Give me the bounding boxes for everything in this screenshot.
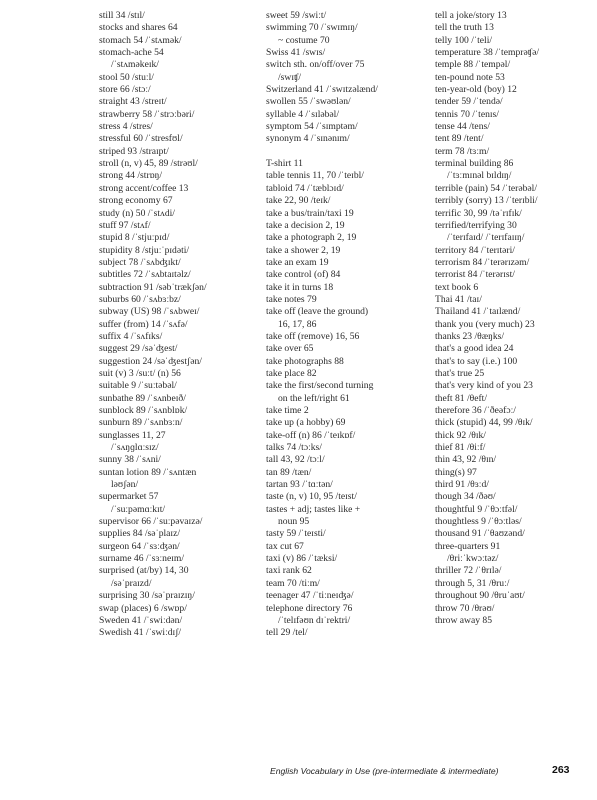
index-entry: ten-pound note 53 <box>435 71 505 83</box>
index-entry: term 78 /tɜːm/ <box>435 145 490 157</box>
index-entry: take off (remove) 16, 56 <box>266 330 360 342</box>
index-entry: synonym 4 /ˈsɪnənɪm/ <box>266 133 350 145</box>
index-entry: thousand 91 /ˈθaʊzənd/ <box>435 528 525 540</box>
index-entry: supervisor 66 /ˈsuːpəvaɪzə/ <box>99 516 203 528</box>
index-entry: three-quarters 91 <box>435 540 501 552</box>
index-entry: 16, 17, 86 <box>278 318 317 330</box>
index-entry: swap (places) 6 /swɒp/ <box>99 602 187 614</box>
index-entry: stupid 8 /ˈstjuːpɪd/ <box>99 232 170 244</box>
index-entry: subtitles 72 /ˈsʌbtaɪtəlz/ <box>99 269 191 281</box>
index-entry: /ˈstʌməkeɪk/ <box>111 59 159 71</box>
index-entry: temple 88 /ˈtempəl/ <box>435 59 511 71</box>
index-entry: suffix 4 /ˈsʌfɪks/ <box>99 330 163 342</box>
index-entry: sunglasses 11, 27 <box>99 429 166 441</box>
index-entry: tent 89 /tent/ <box>435 133 484 145</box>
index-entry: sweet 59 /swiːt/ <box>266 10 327 21</box>
index-entry: team 70 /tiːm/ <box>266 577 320 589</box>
index-entry: strong economy 67 <box>99 195 173 207</box>
page-number: 263 <box>552 764 570 776</box>
index-entry: tastes + adj; tastes like + <box>266 503 361 515</box>
index-entry: /ˈsuːpəmɑːkɪt/ <box>111 503 166 515</box>
index-entry: telephone directory 76 <box>266 602 353 614</box>
index-entry: though 34 /ðəʊ/ <box>435 491 496 503</box>
index-entry: sunbathe 89 /ˈsʌnbeɪð/ <box>99 392 186 404</box>
index-entry: terminal building 86 <box>435 158 514 170</box>
index-entry: take time 2 <box>266 405 309 416</box>
index-entry: third 91 /θɜːd/ <box>435 479 489 491</box>
index-entry: Switzerland 41 /ˈswɪtzəlænd/ <box>266 84 378 96</box>
index-entry: ten-year-old (boy) 12 <box>435 84 517 96</box>
index-entry: take-off (n) 86 /ˈteɪkɒf/ <box>266 429 356 441</box>
index-entry: take off (leave the ground) <box>266 306 369 318</box>
index-entry: sunburn 89 /ˈsʌnbɜːn/ <box>99 417 183 429</box>
index-entry: taste (n, v) 10, 95 /teɪst/ <box>266 491 357 503</box>
index-entry: thief 81 /θiːf/ <box>435 442 486 454</box>
index-entry: taxi rank 62 <box>266 565 312 577</box>
index-entry: tan 89 /tæn/ <box>266 466 312 478</box>
index-entry: thoughtful 9 /ˈθɔːtfəl/ <box>435 503 518 515</box>
index-entry: Sweden 41 /ˈswiːdən/ <box>99 614 183 626</box>
index-entry: thanks 23 /θæŋks/ <box>435 330 505 342</box>
index-entry: strawberry 58 /ˈstrɔːbəri/ <box>99 108 195 120</box>
index-entry: T-shirt 11 <box>266 158 303 170</box>
index-entry: subway (US) 98 /ˈsʌbweɪ/ <box>99 306 200 318</box>
index-entry: tender 59 /ˈtendə/ <box>435 96 503 108</box>
index-entry: take up (a hobby) 69 <box>266 417 346 429</box>
index-entry: take 22, 90 /teɪk/ <box>266 195 331 207</box>
index-entry: take a bus/train/taxi 19 <box>266 207 354 219</box>
book-title-footer: English Vocabulary in Use (pre-intermediate & intermediate) <box>270 766 499 776</box>
index-entry: suburbs 60 /ˈsʌbɜːbz/ <box>99 293 181 305</box>
index-entry: syllable 4 /ˈsɪləbəl/ <box>266 108 340 120</box>
index-entry: thin 43, 92 /θɪn/ <box>435 454 497 466</box>
index-entry: text book 6 <box>435 281 479 293</box>
index-entry: /swɪʧ/ <box>278 71 302 83</box>
index-entry: /ˈtɜːmɪnəl bɪldɪŋ/ <box>447 170 512 182</box>
index-entry: through 5, 31 /θruː/ <box>435 577 510 589</box>
index-entry: stroll (n, v) 45, 89 /strəʊl/ <box>99 158 198 170</box>
index-entry: ~ costume 70 <box>278 34 330 46</box>
index-entry: suffer (from) 14 /ˈsʌfə/ <box>99 318 188 330</box>
index-entry: strong accent/coffee 13 <box>99 182 189 194</box>
index-entry: Thailand 41 /ˈtaɪlænd/ <box>435 306 521 318</box>
index-entry: stocks and shares 64 <box>99 22 178 34</box>
index-entry: swimming 70 /ˈswɪmɪŋ/ <box>266 22 358 34</box>
index-entry: study (n) 50 /ˈstʌdi/ <box>99 207 175 219</box>
index-entry: supplies 84 /səˈplaɪz/ <box>99 528 180 540</box>
index-entry: tall 43, 92 /tɔːl/ <box>266 454 325 466</box>
index-entry: /səˈpraɪzd/ <box>111 577 152 589</box>
index-entry: sunny 38 /ˈsʌni/ <box>99 454 161 466</box>
index-entry: telly 100 /ˈteli/ <box>435 34 493 46</box>
index-entry: /ˈsʌŋɡlɑːsɪz/ <box>111 442 159 454</box>
index-entry: Thai 41 /taɪ/ <box>435 293 482 305</box>
index-entry: stress 4 /stres/ <box>99 121 153 133</box>
index-entry: take notes 79 <box>266 293 317 305</box>
index-entry: take the first/second turning <box>266 380 374 392</box>
index-entry: throughout 90 /θruˈaʊt/ <box>435 590 525 602</box>
index-entry: take an exam 19 <box>266 256 329 268</box>
index-entry: tell 29 /tel/ <box>266 627 308 639</box>
index-entry: suit (v) 3 /suːt/ (n) 56 <box>99 367 181 379</box>
index-entry: ləʊʃən/ <box>111 479 139 491</box>
index-entry: thing(s) 97 <box>435 466 477 478</box>
index-entry: teenager 47 /ˈtiːneɪʤə/ <box>266 590 354 602</box>
index-entry: terribly (sorry) 13 /ˈterɪbli/ <box>435 195 538 207</box>
index-entry: taxi (v) 86 /ˈtæksi/ <box>266 553 338 565</box>
index-entry: surprising 30 /səˈpraɪzɪŋ/ <box>99 590 195 602</box>
index-column-3 <box>435 10 585 627</box>
index-entry: stressful 60 /ˈstresfʊl/ <box>99 133 183 145</box>
index-entry: territory 84 /ˈterɪtəri/ <box>435 244 515 256</box>
index-entry: temperature 38 /ˈtemprəʧə/ <box>435 47 540 59</box>
index-entry: striped 93 /straɪpt/ <box>99 145 169 157</box>
index-column-2 <box>266 10 426 640</box>
index-entry: that's to say (i.e.) 100 <box>435 355 518 367</box>
index-entry: on the left/right 61 <box>278 392 350 404</box>
index-entry: that's a good idea 24 <box>435 343 514 355</box>
index-entry: subtraction 91 /səbˈtrækʃən/ <box>99 281 207 293</box>
index-entry: /ˈtelɪfəʊn dɪˈrektri/ <box>278 614 351 626</box>
index-entry: /θriːˈkwɔːtəz/ <box>447 553 499 565</box>
index-entry: noun 95 <box>278 516 310 528</box>
index-entry: store 66 /stɔː/ <box>99 84 151 96</box>
index-entry: take a photograph 2, 19 <box>266 232 357 244</box>
index-entry: stool 50 /stuːl/ <box>99 71 154 83</box>
index-entry: /ˈterɪfaɪd/ /ˈterɪfaɪɪŋ/ <box>447 232 525 244</box>
index-entry: tell a joke/story 13 <box>435 10 507 21</box>
index-entry: table tennis 11, 70 /ˈteɪbl/ <box>266 170 364 182</box>
index-entry: take a shower 2, 19 <box>266 244 341 256</box>
index-entry: throw away 85 <box>435 614 493 626</box>
index-entry: terrorism 84 /ˈterərɪzəm/ <box>435 256 530 268</box>
index-entry: talks 74 /tɔːks/ <box>266 442 322 454</box>
index-entry: stomach-ache 54 <box>99 47 164 59</box>
index-entry: take photographs 88 <box>266 355 344 367</box>
index-entry: thriller 72 /ˈθrɪlə/ <box>435 565 502 577</box>
index-entry: therefore 36 /ˈðeəfɔː/ <box>435 405 516 416</box>
index-entry: Swiss 41 /swɪs/ <box>266 47 326 59</box>
index-entry: tartan 93 /ˈtɑːtən/ <box>266 479 333 491</box>
index-entry: tense 44 /tens/ <box>435 121 490 133</box>
index-entry: symptom 54 /ˈsɪmptəm/ <box>266 121 358 133</box>
index-entry: take place 82 <box>266 367 317 379</box>
index-entry: supermarket 57 <box>99 491 159 503</box>
index-entry: surgeon 64 /ˈsɜːʤən/ <box>99 540 180 552</box>
index-entry: suitable 9 /ˈsuːtəbəl/ <box>99 380 177 392</box>
index-entry: subject 78 /ˈsʌbʤɪkt/ <box>99 256 181 268</box>
index-entry: terrific 30, 99 /təˈrɪfɪk/ <box>435 207 522 219</box>
index-entry: suggest 29 /səˈʤest/ <box>99 343 178 355</box>
index-entry: still 34 /stɪl/ <box>99 10 145 21</box>
index-entry: thank you (very much) 23 <box>435 318 535 330</box>
index-entry: take it in turns 18 <box>266 281 334 293</box>
index-entry: strong 44 /strɒŋ/ <box>99 170 163 182</box>
index-entry: stuff 97 /stʌf/ <box>99 219 151 231</box>
index-entry: suggestion 24 /səˈʤestʃən/ <box>99 355 202 367</box>
index-entry: surprised (at/by) 14, 30 <box>99 565 189 577</box>
index-entry: terrible (pain) 54 /ˈterəbəl/ <box>435 182 538 194</box>
index-entry: tennis 70 /ˈtenɪs/ <box>435 108 499 120</box>
index-entry: take a decision 2, 19 <box>266 219 345 231</box>
index-entry: throw 70 /θrəʊ/ <box>435 602 495 614</box>
index-entry: Swedish 41 /ˈswiːdɪʃ/ <box>99 627 182 639</box>
index-entry: tax cut 67 <box>266 540 304 552</box>
index-column-1 <box>99 10 259 640</box>
index-entry: thoughtless 9 /ˈθɔːtləs/ <box>435 516 522 528</box>
index-entry: terrified/terrifying 30 <box>435 219 517 231</box>
index-entry: take over 65 <box>266 343 314 355</box>
index-entry: stupidity 8 /stjuːˈpɪdəti/ <box>99 244 190 256</box>
index-entry: theft 81 /θeft/ <box>435 392 488 404</box>
index-entry: tell the truth 13 <box>435 22 494 34</box>
index-entry: switch sth. on/off/over 75 <box>266 59 365 71</box>
index-entry: that's very kind of you 23 <box>435 380 533 392</box>
index-entry: stomach 54 /ˈstʌmək/ <box>99 34 182 46</box>
index-entry: tabloid 74 /ˈtæblɔɪd/ <box>266 182 344 194</box>
index-entry: that's true 25 <box>435 367 485 379</box>
index-entry: sunblock 89 /ˈsʌnblɒk/ <box>99 405 188 416</box>
index-entry <box>266 146 426 158</box>
index-entry: thick (stupid) 44, 99 /θɪk/ <box>435 417 533 429</box>
index-entry: surname 46 /ˈsɜːneɪm/ <box>99 553 185 565</box>
index-entry: terrorist 84 /ˈterərɪst/ <box>435 269 515 281</box>
index-entry: tasty 59 /ˈteɪsti/ <box>266 528 326 540</box>
index-entry: take control (of) 84 <box>266 269 341 281</box>
index-entry: straight 43 /streɪt/ <box>99 96 167 108</box>
index-entry: swollen 55 /ˈswəʊlən/ <box>266 96 351 108</box>
index-entry: thick 92 /θɪk/ <box>435 429 486 441</box>
index-entry: suntan lotion 89 /ˈsʌntæn <box>99 466 197 478</box>
